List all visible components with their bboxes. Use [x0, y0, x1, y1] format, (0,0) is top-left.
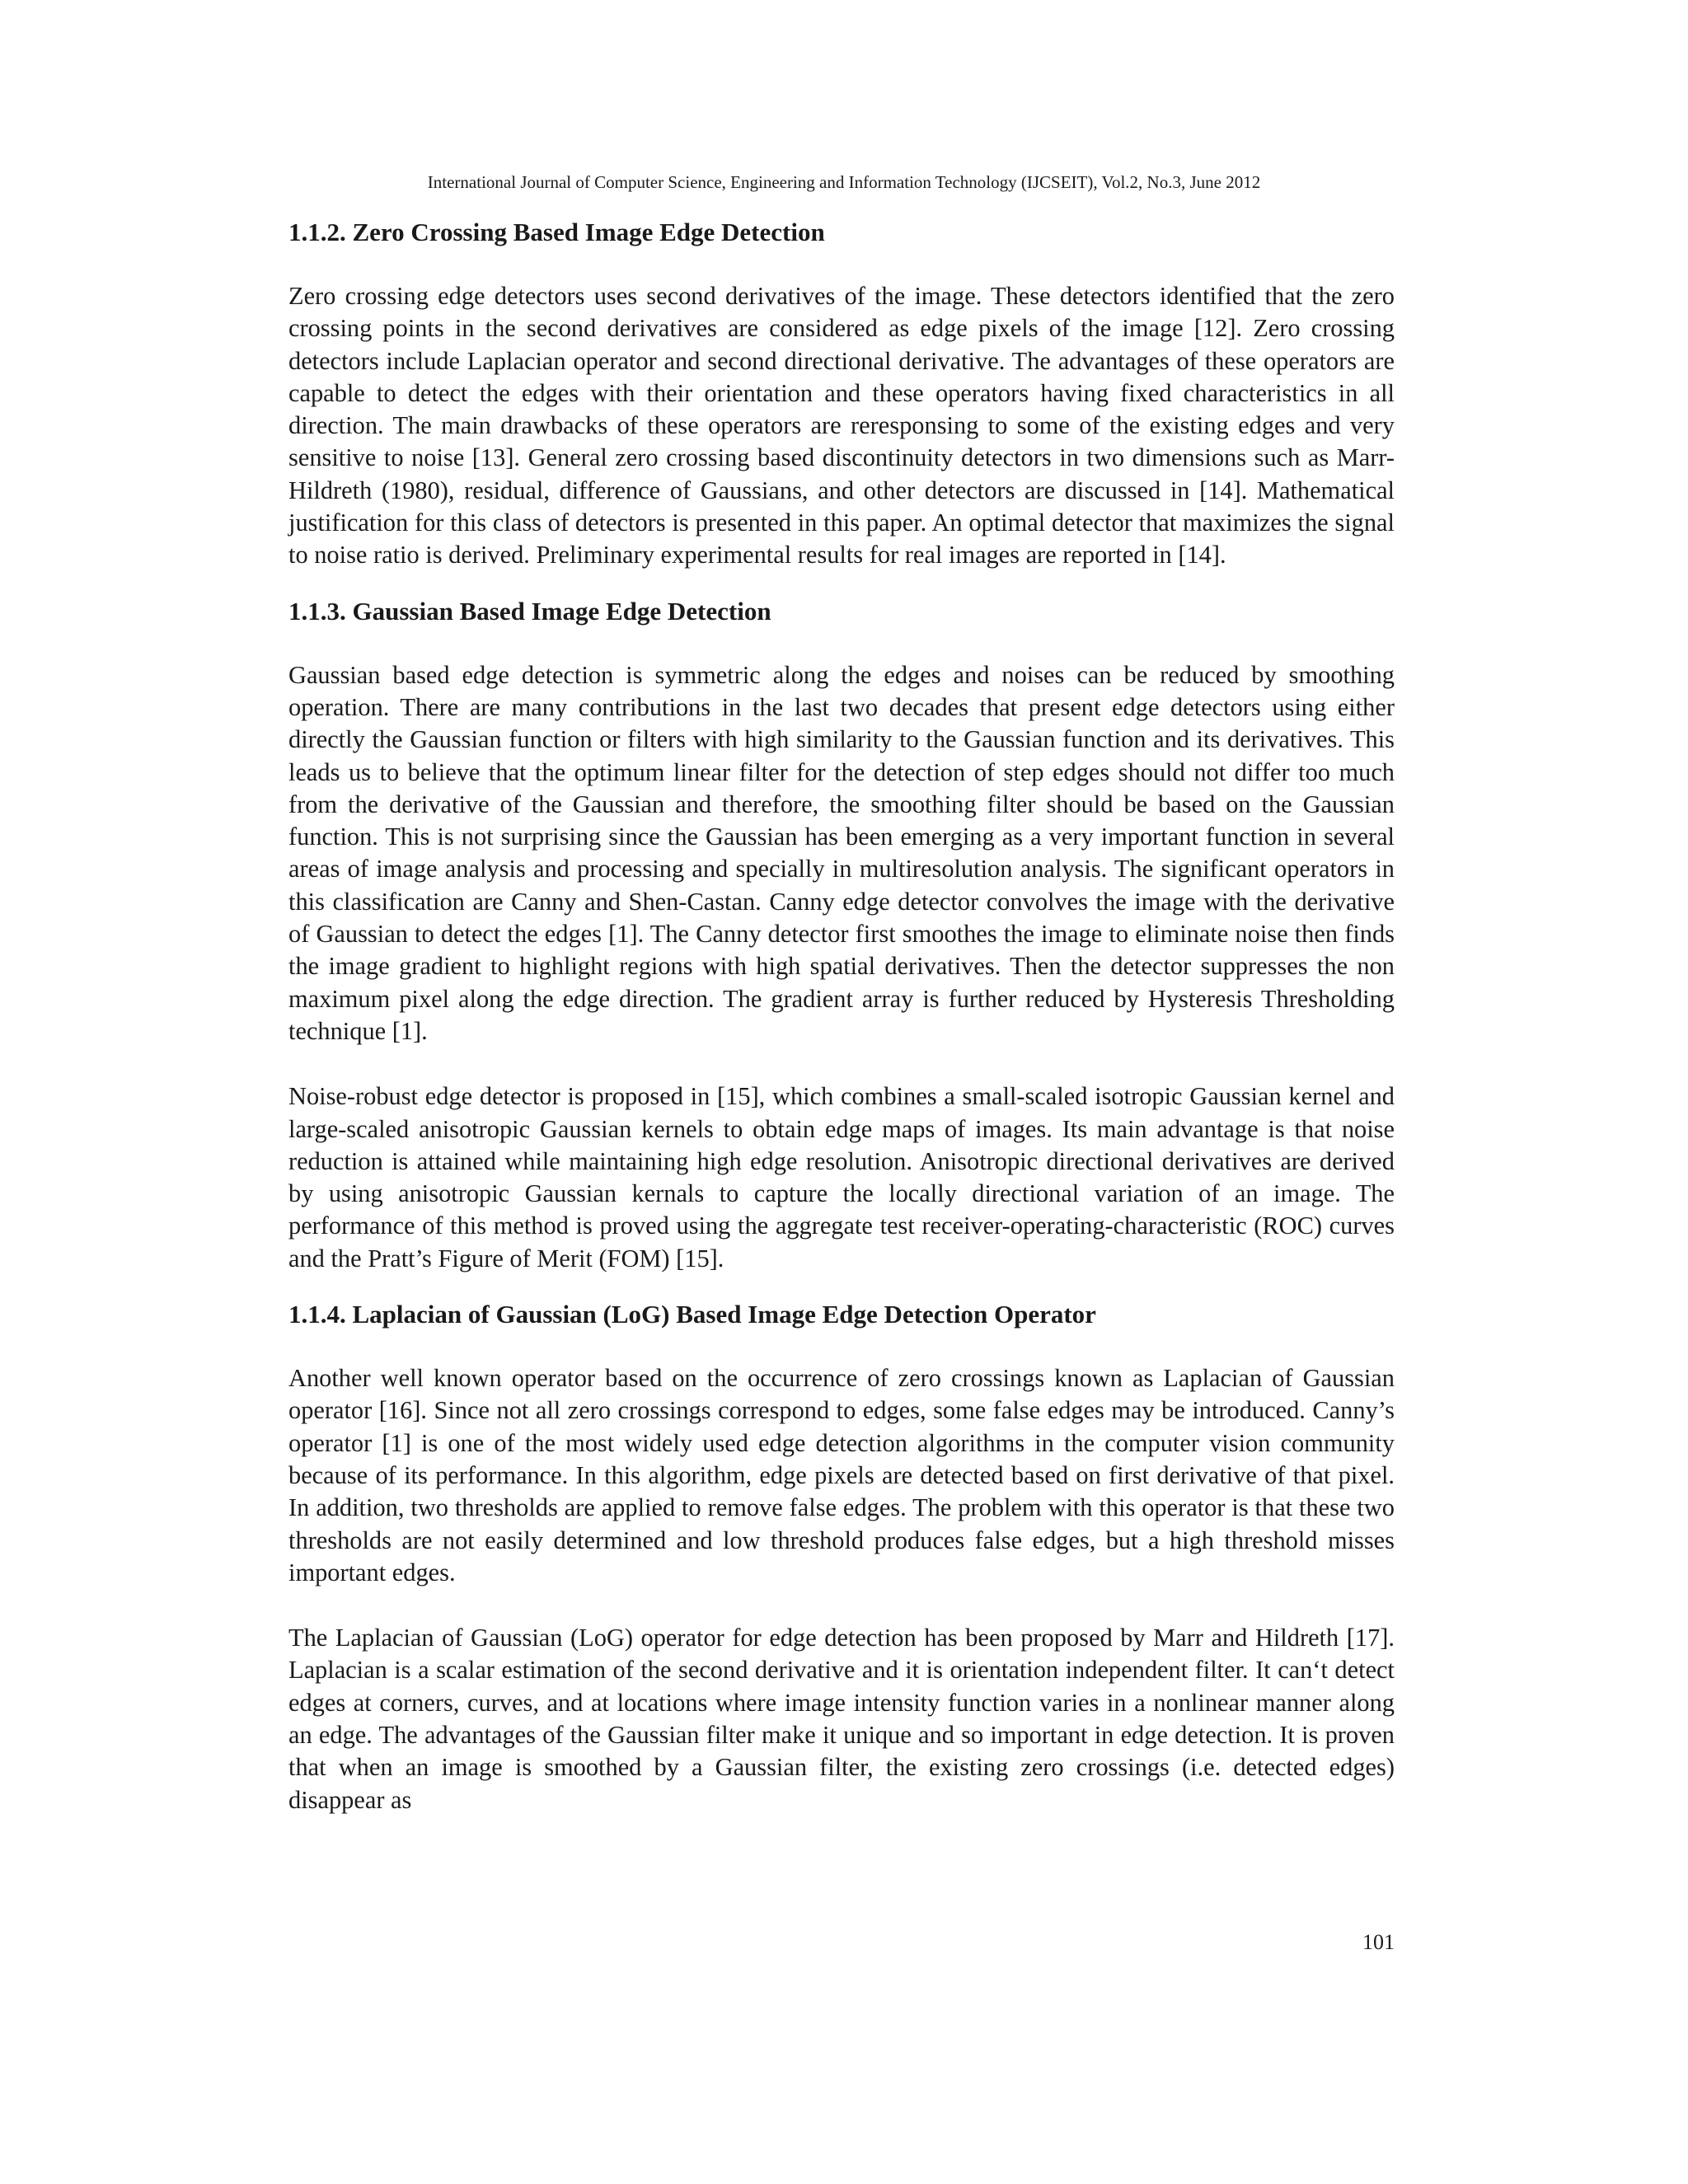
section-heading: 1.1.2. Zero Crossing Based Image Edge Detection: [288, 218, 825, 246]
page-number: 101: [1362, 1930, 1395, 1954]
section-laplacian-of-gaussian: [288, 1298, 1395, 1816]
section-heading: 1.1.3. Gaussian Based Image Edge Detection: [288, 596, 771, 626]
article-body: [288, 216, 1395, 1816]
paragraph: Gaussian based edge detection is symmetric along the edges and noises can be reduced by smoothing operation. There are many contributions in the last two decades that present edge detectors using either directly the Gaussian function or filters with high similarity to the Gaussian function and its derivatives. This leads us to believe that the optimum linear filter for the detection of step edges should not differ too much from the derivative of the Gaussian and therefore, the smoothing filter should be based on the Gaussian function. This is not surprising since the Gaussian has been emerging as a very important function in several areas of image analysis and processing and specially in multiresolution analysis. The significant operators in this classification are Canny and Shen-Castan. Canny edge detector convolves the image with the derivative of Gaussian to detect the edges [1]. The Canny detector first smoothes the image to eliminate noise then finds the image gradient to highlight regions with high spatial derivatives. Then the detector suppresses the non maximum pixel along the edge direction. The gradient array is further reduced by Hysteresis Thresholding technique [1].: [288, 660, 1395, 1045]
section-gaussian: [288, 595, 1395, 1275]
section-heading: 1.1.4. Laplacian of Gaussian (LoG) Based Image Edge Detection Operator: [288, 1300, 1096, 1329]
paragraph: Noise-robust edge detector is proposed in [15], which combines a small-scaled isotropic Gaussian kernel and large-scaled anisotropic Gaussian kernels to obtain edge maps of images. Its main advantage is that noise reduction is attained while maintaining high edge resolution. Anisotropic directional derivatives are derived by using anisotropic Gaussian kernals to capture the locally directional variation of an image. The performance of this method is proved using the aggregate test receiver-operating-characteristic (ROC) curves and the Pratt’s Figure of Merit (FOM) [15].: [288, 1082, 1395, 1272]
paragraph: The Laplacian of Gaussian (LoG) operator for edge detection has been proposed by Marr and Hildreth [17]. Laplacian is a scalar estimation of the second derivative and it is orientation independent filter. It can‘t detect edges at corners, curves, and at locations where image intensity function varies in a nonlinear manner along an edge. The advantages of the Gaussian filter make it unique and so important in edge detection. It is proven that when an image is smoothed by a Gaussian filter, the existing zero crossings (i.e. detected edges) disappear as: [288, 1624, 1395, 1814]
paragraph: Zero crossing edge detectors uses second derivatives of the image. These detectors identified that the zero crossing points in the second derivatives are considered as edge pixels of the image [12]. Zero crossing detectors include Laplacian operator and second directional derivative. The advantages of these operators are capable to detect the edges with their orientation and these operators having fixed characteristics in all direction. The main drawbacks of these operators are reresponsing to some of the existing edges and very sensitive to noise [13]. General zero crossing based discontinuity detectors in two dimensions such as Marr-Hildreth (1980), residual, difference of Gaussians, and other detectors are discussed in [14]. Mathematical justification for this class of detectors is presented in this paper. An optimal detector that maximizes the signal to noise ratio is derived. Preliminary experimental results for real images are reported in [14].: [288, 282, 1395, 569]
section-zero-crossing: [288, 216, 1395, 572]
running-header: International Journal of Computer Science, Engineering and Information Technology (IJCSEIT), Vol.2, No.3, June 2012: [427, 172, 1261, 192]
paragraph: Another well known operator based on the occurrence of zero crossings known as Laplacian of Gaussian operator [16]. Since not all zero crossings correspond to edges, some false edges may be introduced. Canny’s operator [1] is one of the most widely used edge detection algorithms in the computer vision community because of its performance. In this algorithm, edge pixels are detected based on first derivative of that pixel. In addition, two thresholds are applied to remove false edges. The problem with this operator is that these two thresholds are not easily determined and low threshold produces false edges, but a high threshold misses important edges.: [288, 1364, 1395, 1586]
